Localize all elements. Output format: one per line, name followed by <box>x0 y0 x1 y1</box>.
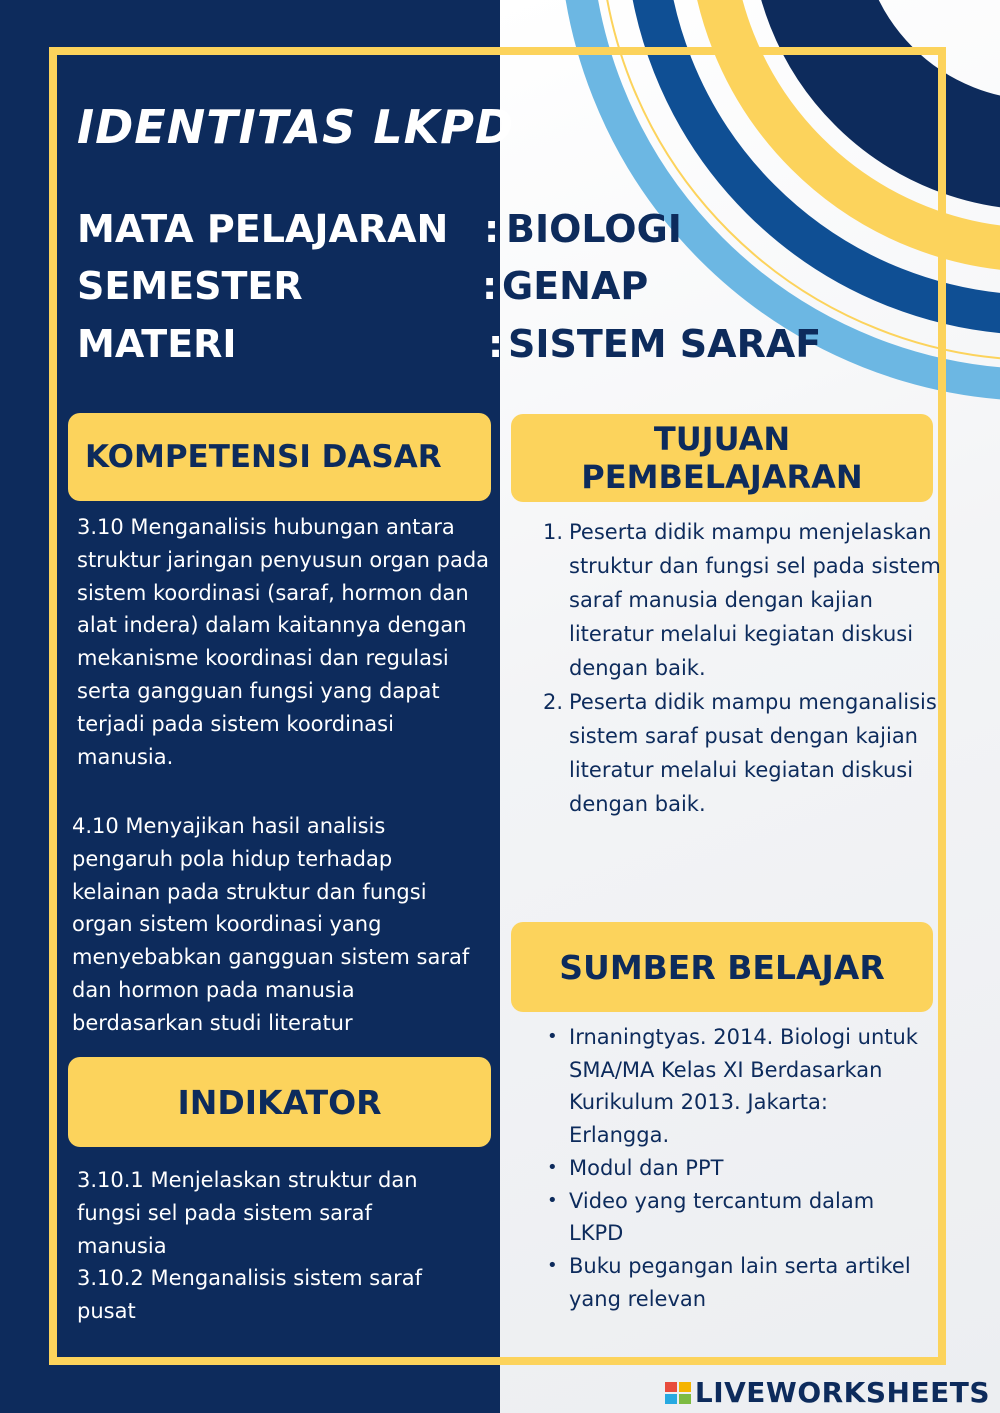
tujuan-heading <box>511 414 933 502</box>
page-title: IDENTITAS LKPD <box>77 100 515 154</box>
kd3-text: 3.10 Menganalisis hubungan antara struktur jaringan penyusun organ pada sistem koordinasi (saraf, hormon dan alat indera) dalam kaitannya dengan mekanisme koordinasi dan regulasi serta gangguan fungsi yang dapat terjadi pada sistem koordinasi manusia. <box>77 515 490 769</box>
identity-material-row <box>0 322 1000 366</box>
tujuan-item-2 <box>521 685 946 821</box>
subject-label: MATA PELAJARAN <box>77 207 449 251</box>
tujuan-item-1-text: Peserta didik mampu menjelaskan struktur dan fungsi sel pada sistem saraf manusia dengan kajian literatur melalui kegiatan diskusi dengan baik. <box>569 520 941 680</box>
bullet-1: • <box>547 1026 558 1047</box>
kompetensi-kd4 <box>72 810 482 1040</box>
indikator-list <box>77 1164 467 1328</box>
tujuan-item-1-number: 1. <box>542 520 563 544</box>
liveworksheets-logo-icon <box>665 1382 691 1404</box>
indikator-item-2: 3.10.2 Menganalisis sistem saraf pusat <box>77 1266 422 1324</box>
bullet-3: • <box>547 1189 558 1211</box>
sumber-item-4 <box>521 1250 921 1315</box>
indikator-heading: INDIKATOR <box>68 1057 491 1147</box>
bullet-4: • <box>547 1254 558 1276</box>
sumber-list <box>521 1021 921 1315</box>
kompetensi-heading: KOMPETENSI DASAR <box>68 413 491 501</box>
subject-colon: : <box>484 207 500 251</box>
material-colon: : <box>488 322 504 366</box>
sumber-item-2-text: Modul dan PPT <box>569 1155 724 1180</box>
identity-semester-row <box>0 264 1000 308</box>
indikator-item-1: 3.10.1 Menjelaskan struktur dan fungsi sel pada sistem saraf manusia <box>77 1168 418 1258</box>
kd4-text: 4.10 Menyajikan hasil analisis pengaruh pola hidup terhadap kelainan pada struktur dan fungsi organ sistem koordinasi yang menyebabkan gangguan sistem saraf dan hormon pada manusia berdasarkan studi literatur <box>72 814 470 1035</box>
tujuan-heading-line2: PEMBELAJARAN <box>581 458 863 496</box>
sumber-item-3-text: Video yang tercantum dalam LKPD <box>569 1188 875 1246</box>
sumber-item-3 <box>521 1185 921 1250</box>
bullet-2: • <box>547 1156 558 1178</box>
sumber-item-2 <box>521 1152 921 1185</box>
liveworksheets-watermark[interactable] <box>665 1376 990 1409</box>
sumber-item-1 <box>521 1021 921 1152</box>
kompetensi-kd3 <box>77 511 492 773</box>
tujuan-item-2-number: 2. <box>542 690 563 714</box>
tujuan-item-1 <box>521 515 946 685</box>
tujuan-list <box>521 515 946 821</box>
tujuan-item-2-text: Peserta didik mampu menganalisis sistem saraf pusat dengan kajian literatur melalui kegiatan diskusi dengan baik. <box>569 690 937 816</box>
tujuan-heading-line1: TUJUAN <box>653 420 791 458</box>
sumber-item-4-text: Buku pegangan lain serta artikel yang relevan <box>569 1253 911 1311</box>
subject-value: BIOLOGI <box>506 207 682 251</box>
sumber-item-1-text: Irnaningtyas. 2014. Biologi untuk SMA/MA Kelas XI Berdasarkan Kurikulum 2013. Jakarta: Erlangga. <box>569 1025 918 1148</box>
semester-label: SEMESTER <box>77 264 303 308</box>
identity-subject-row <box>0 207 1000 251</box>
material-value: SISTEM SARAF <box>508 322 822 366</box>
material-label: MATERI <box>77 322 237 366</box>
semester-value: GENAP <box>502 264 649 308</box>
sumber-heading: SUMBER BELAJAR <box>511 922 933 1012</box>
liveworksheets-text: LIVEWORKSHEETS <box>694 1376 990 1409</box>
semester-colon: : <box>482 264 498 308</box>
